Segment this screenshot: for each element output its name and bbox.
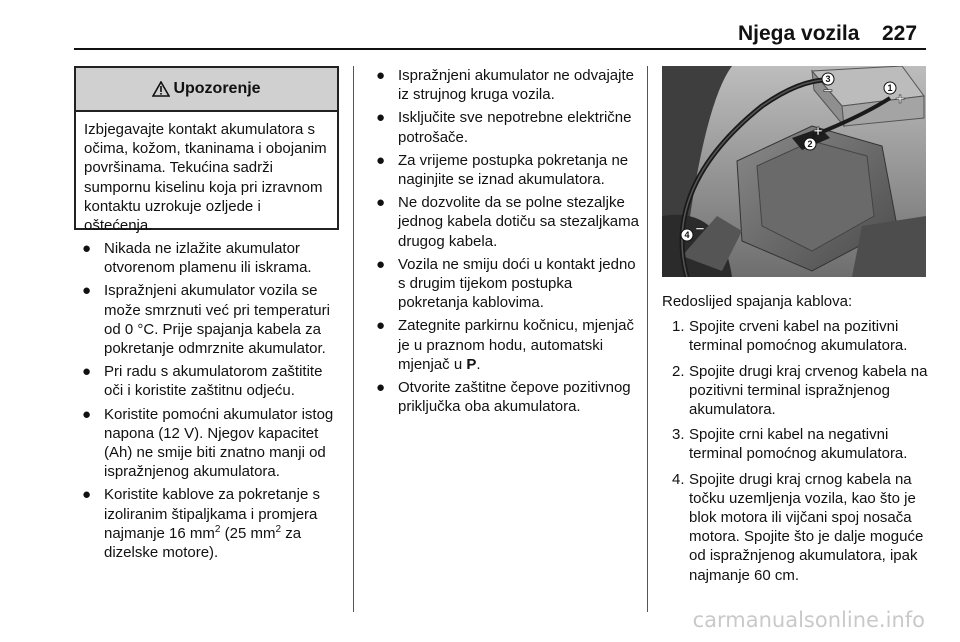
step-text: Spojite drugi kraj crnog kabela na točku uzemljenja vozila, kao što je blok motora ili vijčani spoj nosača motora. Spojite što je dalje moguće od ispražnjenog akumulatora, ipak najmanje 60 cm. xyxy=(689,470,924,584)
step-item xyxy=(662,362,930,420)
list-item xyxy=(74,239,344,277)
left-bullet-list xyxy=(74,239,344,562)
callout-1: 1 xyxy=(887,83,893,93)
step-number: 1. xyxy=(672,318,685,336)
list-item xyxy=(368,193,640,251)
list-item xyxy=(74,281,344,358)
left-column xyxy=(74,239,344,562)
list-item xyxy=(368,316,640,374)
callout-2: 2 xyxy=(807,139,813,149)
bullet-dot: ● xyxy=(376,67,386,84)
bullet-dot: ● xyxy=(82,405,92,423)
step-item xyxy=(662,317,930,355)
list-item xyxy=(74,405,344,482)
step-item xyxy=(662,470,930,585)
column-divider-left xyxy=(353,66,354,612)
bullet-text: Za vrijeme postupka pokretanja ne naginjite se iznad akumulatora. xyxy=(398,151,629,189)
step-number: 3. xyxy=(672,426,685,444)
minus-sign-4: − xyxy=(695,221,705,238)
steps-heading: Redoslijed spajanja kablova: xyxy=(662,293,853,310)
middle-column xyxy=(368,66,640,416)
bullet-text: Koristite pomoćni akumulator istog napona (12 V). Njegov kapacitet (Ah) ne smije biti znatno manji od ispražnjenog akumulatora. xyxy=(104,405,334,481)
gear-position-p: P xyxy=(466,355,477,373)
bullet-text: Nikada ne izlažite akumulator otvorenom plamenu ili iskrama. xyxy=(104,240,312,277)
step-item xyxy=(662,425,930,463)
bullet-text: Otvorite zaštitne čepove pozitivnog priključka oba akumulatora. xyxy=(398,379,631,416)
step-text: Spojite drugi kraj crvenog kabela na pozitivni terminal ispražnjenog akumulatora. xyxy=(689,362,928,419)
callout-3: 3 xyxy=(825,74,831,84)
header-rule xyxy=(74,48,926,50)
step-text: Spojite crni kabel na negativni terminal pomoćnog akumulatora. xyxy=(689,426,908,463)
list-item xyxy=(368,378,640,416)
list-item xyxy=(74,485,344,562)
bullet-text: Ispražnjeni akumulator vozila se može smrznuti već pri temperaturi od 0 °C. Prije spajanja kabela za pokretanje odmrznite akumulator. xyxy=(104,282,330,358)
warning-header xyxy=(76,68,337,112)
plus-sign-2: + xyxy=(813,123,823,140)
section-title: Njega vozila xyxy=(738,22,860,45)
list-item xyxy=(368,255,640,313)
bullet-dot: ● xyxy=(82,282,92,300)
page-number: 227 xyxy=(882,22,918,45)
bullet-dot: ● xyxy=(376,379,386,397)
bullet-text: Zategnite parkirnu kočnicu, mjenjač je u praznom hodu, automatski mjenjač u P. xyxy=(398,317,634,373)
step-number: 4. xyxy=(672,470,685,488)
callout-4: 4 xyxy=(684,230,690,240)
list-item xyxy=(74,362,344,400)
step-text: Spojite crveni kabel na pozitivni terminal pomoćnog akumulatora. xyxy=(689,318,908,355)
middle-bullet-list xyxy=(368,66,640,416)
list-item xyxy=(368,108,640,146)
plus-sign-1: + xyxy=(895,91,905,108)
list-item xyxy=(368,66,640,104)
warning-text: Izbjegavajte kontakt akumulatora s očima, kožom, tkaninama i obojanim površinama. Tekućina sadrži sumpornu kiselinu koja pri izravnom kontaktu uzrokuje ozljede i oštećenja. xyxy=(84,121,327,235)
bullet-dot: ● xyxy=(376,194,386,212)
bullet-dot: ● xyxy=(82,240,92,257)
step-number: 2. xyxy=(672,362,685,380)
bullet-text: Ne dozvolite da se polne stezaljke jednog kabela dotiču sa stezaljkama drugog kabela. xyxy=(398,194,639,250)
warning-box xyxy=(74,66,339,235)
column-divider-right xyxy=(647,66,648,612)
engine-bay-illustration xyxy=(662,66,926,277)
bullet-dot: ● xyxy=(376,255,386,273)
bullet-text: Vozila ne smiju doći u kontakt jedno s drugim tijekom postupka pokretanja kablovima. xyxy=(398,255,636,312)
bullet-text: Isključite sve nepotrebne električne potrošače. xyxy=(398,109,632,146)
warning-triangle-icon xyxy=(152,81,170,97)
minus-sign-3: − xyxy=(823,83,833,100)
watermark: carmanualsonline.info xyxy=(692,608,925,632)
warning-title: Upozorenje xyxy=(173,80,261,97)
bullet-text: Ispražnjeni akumulator ne odvajajte iz strujnog kruga vozila. xyxy=(398,67,634,104)
steps-list xyxy=(662,317,930,585)
bullet-dot: ● xyxy=(376,109,386,127)
bullet-dot: ● xyxy=(376,151,386,169)
bullet-text: Pri radu s akumulatorom zaštitite oči i koristite zaštitnu odjeću. xyxy=(104,363,323,400)
battery-connection-figure xyxy=(662,66,926,277)
bullet-dot: ● xyxy=(82,486,92,504)
list-item xyxy=(368,151,640,189)
right-column xyxy=(662,292,930,591)
bullet-dot: ● xyxy=(376,317,386,335)
bullet-text: Koristite kablove za pokretanje s izoliranim štipaljkama i promjera najmanje 16 $mm^2$ (25 $mm^2$ za dizelske motore). xyxy=(104,486,320,562)
bullet-dot: ● xyxy=(82,363,92,381)
